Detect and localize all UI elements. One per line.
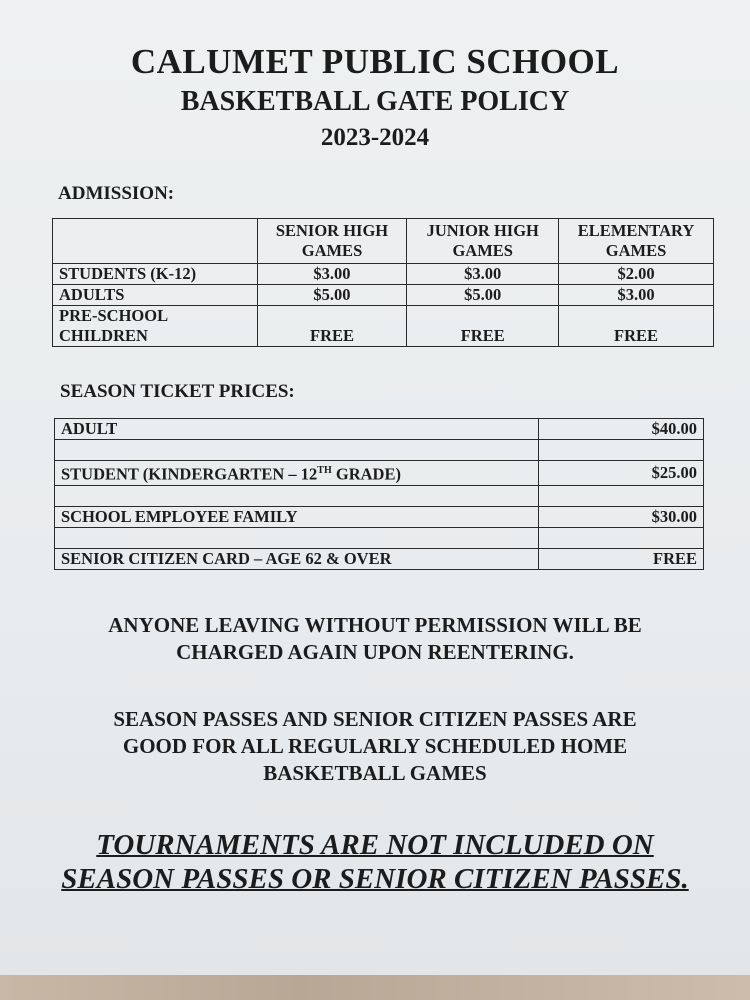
school-name: CALUMET PUBLIC SCHOOL bbox=[130, 42, 620, 81]
tournament-notice: TOURNAMENTS ARE NOT INCLUDED ON SEASON PASSES OR SENIOR CITIZEN PASSES. bbox=[61, 829, 689, 895]
price-cell: FREE bbox=[559, 306, 714, 347]
col-header-junior-high: JUNIOR HIGH GAMES bbox=[407, 219, 559, 264]
row-label-students: STUDENTS (K-12) bbox=[53, 264, 258, 285]
admission-corner-cell bbox=[53, 219, 258, 264]
ticket-label: STUDENT (KINDERGARTEN – 12TH GRADE) bbox=[55, 461, 539, 486]
row-label-adults: ADULTS bbox=[53, 285, 258, 306]
reentry-notice: ANYONE LEAVING WITHOUT PERMISSION WILL BE CHARGED AGAIN UPON REENTERING. bbox=[108, 613, 642, 664]
table-row bbox=[55, 461, 704, 486]
table-row bbox=[53, 306, 714, 347]
spacer-row bbox=[55, 440, 704, 461]
price-cell: FREE bbox=[257, 306, 407, 347]
ticket-price: $40.00 bbox=[539, 419, 704, 440]
ticket-label: SCHOOL EMPLOYEE FAMILY bbox=[55, 506, 539, 527]
ticket-label: ADULT bbox=[55, 419, 539, 440]
price-cell: $5.00 bbox=[407, 285, 559, 306]
table-row bbox=[55, 506, 704, 527]
price-cell: $2.00 bbox=[559, 264, 714, 285]
col-header-senior-high: SENIOR HIGH GAMES bbox=[257, 219, 407, 264]
ticket-price: $30.00 bbox=[539, 506, 704, 527]
policy-title: BASKETBALL GATE POLICY bbox=[180, 86, 570, 117]
season-ticket-table bbox=[54, 418, 704, 570]
price-cell: $3.00 bbox=[559, 285, 714, 306]
ticket-price: FREE bbox=[539, 548, 704, 569]
table-row bbox=[53, 264, 714, 285]
spacer-row bbox=[55, 485, 704, 506]
price-cell: $3.00 bbox=[257, 264, 407, 285]
ticket-price: $25.00 bbox=[539, 461, 704, 486]
price-cell: FREE bbox=[407, 306, 559, 347]
table-row bbox=[55, 548, 704, 569]
floor-background bbox=[0, 975, 750, 1000]
price-cell: $5.00 bbox=[257, 285, 407, 306]
admission-table bbox=[52, 218, 714, 347]
ticket-label: SENIOR CITIZEN CARD – AGE 62 & OVER bbox=[55, 548, 539, 569]
price-cell: $3.00 bbox=[407, 264, 559, 285]
passes-notice: SEASON PASSES AND SENIOR CITIZEN PASSES ARE GOOD FOR ALL REGULARLY SCHEDULED HOME BASKETBALL GAMES bbox=[113, 707, 637, 785]
school-year: 2023-2024 bbox=[320, 124, 430, 151]
admission-heading: ADMISSION: bbox=[58, 183, 175, 204]
table-row bbox=[53, 285, 714, 306]
row-label-preschool: PRE-SCHOOL CHILDREN bbox=[53, 306, 258, 347]
season-heading: SEASON TICKET PRICES: bbox=[60, 381, 295, 402]
spacer-row bbox=[55, 527, 704, 548]
col-header-elementary: ELEMENTARY GAMES bbox=[559, 219, 714, 264]
table-row bbox=[55, 419, 704, 440]
